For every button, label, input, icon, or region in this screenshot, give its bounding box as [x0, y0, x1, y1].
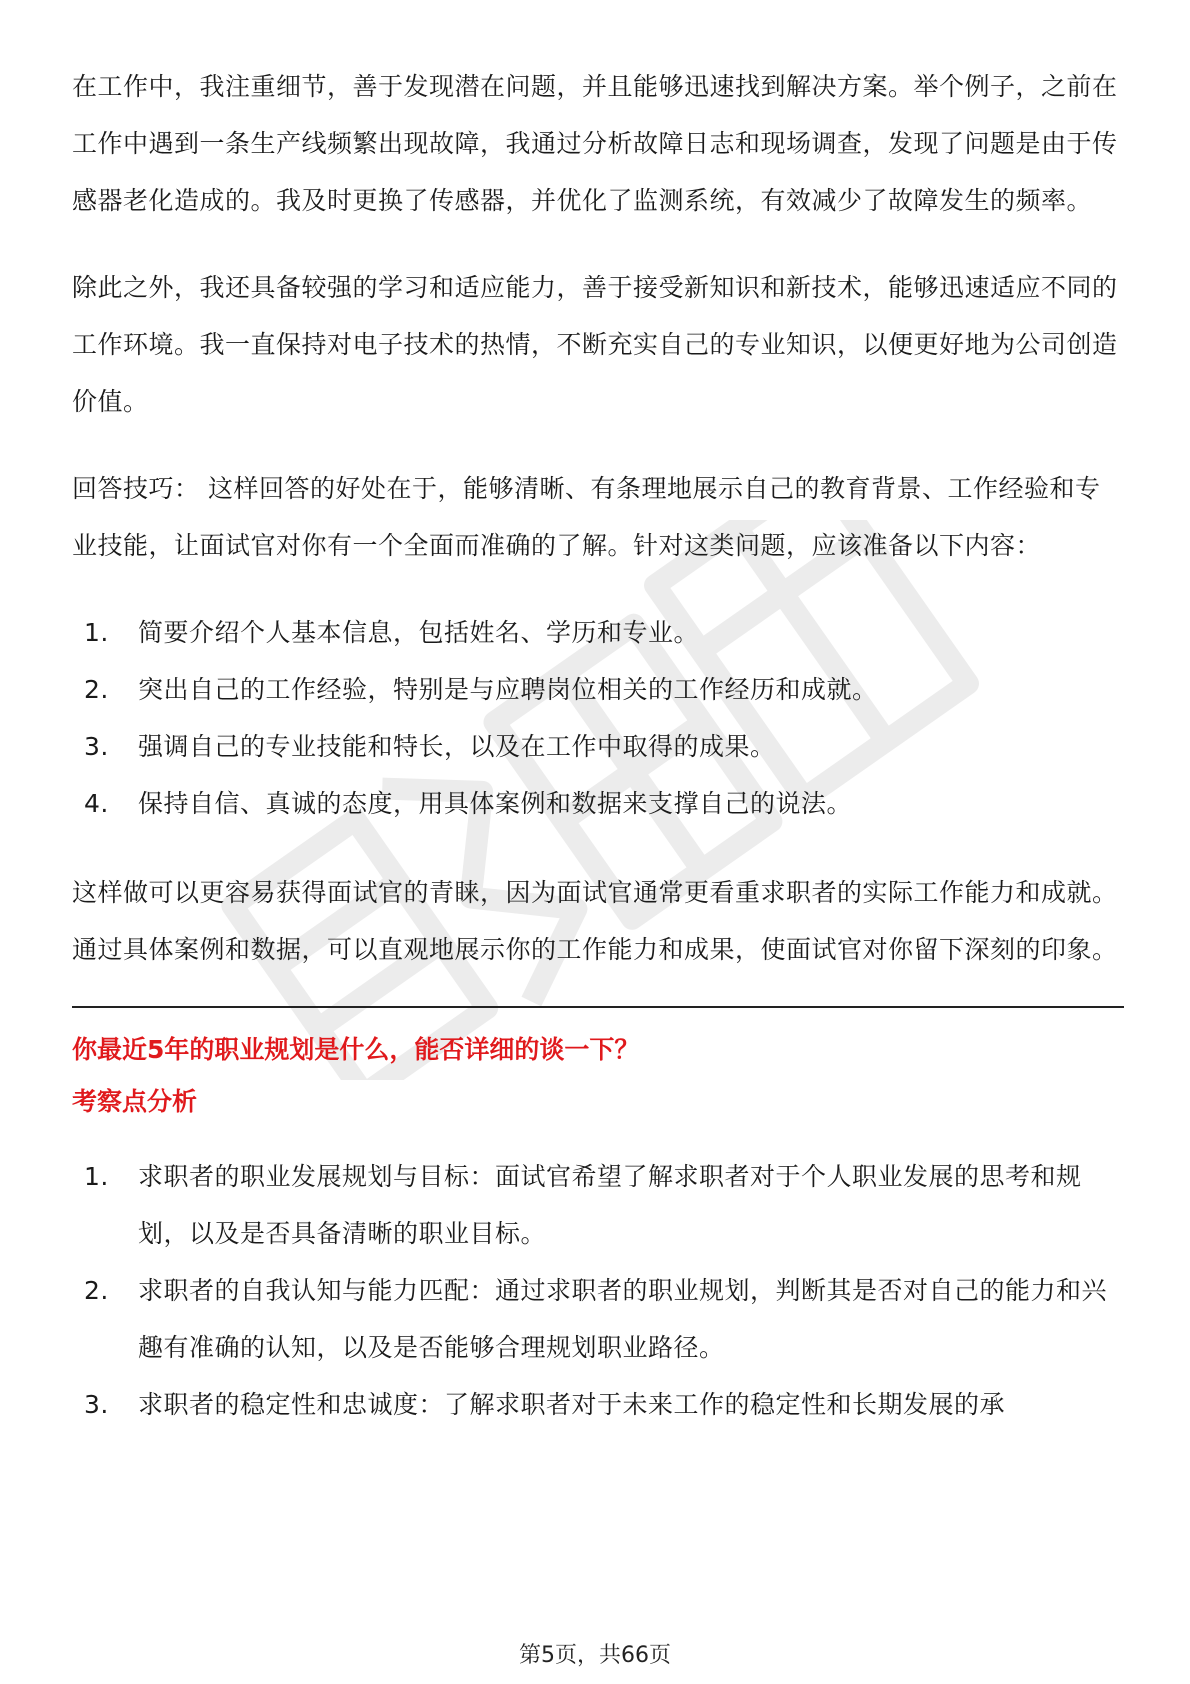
- list-item-text: 求职者的职业发展规划与目标：面试官希望了解求职者对于个人职业发展的思考和规划，以及是否具备清晰的职业目标。: [138, 1162, 1082, 1248]
- main-content: [72, 58, 1124, 1465]
- list-item-text: 求职者的稳定性和忠诚度：了解求职者对于未来工作的稳定性和长期发展的承: [138, 1390, 1006, 1419]
- list-item-number: 1.: [84, 618, 109, 647]
- list-item-text: 简要介绍个人基本信息，包括姓名、学历和专业。: [138, 618, 700, 647]
- tips-list: [72, 604, 1124, 832]
- list-item: [72, 1262, 1124, 1376]
- list-item-text: 强调自己的专业技能和特长，以及在工作中取得的成果。: [138, 732, 776, 761]
- list-item-text: 突出自己的工作经验，特别是与应聘岗位相关的工作经历和成就。: [138, 675, 878, 704]
- list-item-number: 2.: [84, 675, 109, 704]
- list-item: [72, 718, 1124, 775]
- list-item-number: 4.: [84, 789, 109, 818]
- page-number-footer: 第5页，共66页: [519, 1643, 671, 1668]
- list-item-number: 3.: [84, 1390, 109, 1419]
- list-item: [72, 661, 1124, 718]
- list-item: [72, 1376, 1124, 1433]
- list-item: [72, 1148, 1124, 1262]
- list-item-text: 求职者的自我认知与能力匹配：通过求职者的职业规划，判断其是否对自己的能力和兴趣有准确的认知，以及是否能够合理规划职业路径。: [138, 1276, 1108, 1362]
- section-divider: [72, 1006, 1124, 1008]
- analysis-title: 考察点分析: [72, 1087, 198, 1116]
- list-item-text: 保持自信、真诚的态度，用具体案例和数据来支撑自己的说法。: [138, 789, 853, 818]
- question-heading: 你最近5年的职业规划是什么，能否详细的谈一下？: [72, 1035, 640, 1064]
- analysis-list: [72, 1148, 1124, 1433]
- list-item-number: 2.: [84, 1276, 109, 1305]
- list-item-number: 1.: [84, 1162, 109, 1191]
- list-item: [72, 604, 1124, 661]
- paragraph-summary: 这样做可以更容易获得面试官的青睐，因为面试官通常更看重求职者的实际工作能力和成就。通过具体案例和数据，可以直观地展示你的工作能力和成果，使面试官对你留下深刻的印象。: [72, 878, 1118, 964]
- paragraph-learning-ability: 除此之外，我还具备较强的学习和适应能力，善于接受新知识和新技术，能够迅速适应不同的工作环境。我一直保持对电子技术的热情，不断充实自己的专业知识，以便更好地为公司创造价值。: [72, 273, 1118, 416]
- list-item-number: 3.: [84, 732, 109, 761]
- list-item: [72, 775, 1124, 832]
- paragraph-work-detail: 在工作中，我注重细节，善于发现潜在问题，并且能够迅速找到解决方案。举个例子，之前在工作中遇到一条生产线频繁出现故障，我通过分析故障日志和现场调查，发现了问题是由于传感器老化造成的。我及时更换了传感器，并优化了监测系统，有效减少了故障发生的频率。: [72, 72, 1118, 215]
- paragraph-answer-tips: 回答技巧： 这样回答的好处在于，能够清晰、有条理地展示自己的教育背景、工作经验和专业技能，让面试官对你有一个全面而准确的了解。针对这类问题，应该准备以下内容：: [72, 474, 1101, 560]
